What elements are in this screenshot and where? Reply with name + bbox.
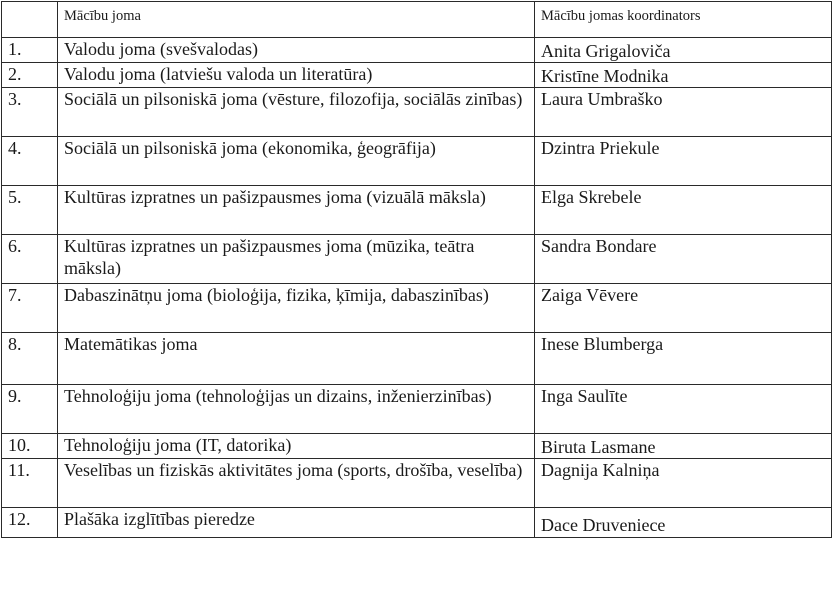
table-row <box>2 38 832 63</box>
row-number: 4. <box>2 137 58 186</box>
table-row <box>2 459 832 508</box>
row-coordinator: Dagnija Kalniņa <box>535 459 832 508</box>
row-coordinator: Dace Druveniece <box>535 508 832 538</box>
coordinators-table <box>1 1 832 538</box>
table-row <box>2 333 832 385</box>
table-row <box>2 385 832 434</box>
row-coordinator: Inga Saulīte <box>535 385 832 434</box>
row-area: Sociālā un pilsoniskā joma (vēsture, filozofija, sociālās zinības) <box>58 88 535 137</box>
table-row <box>2 137 832 186</box>
row-coordinator: Kristīne Modnika <box>535 63 832 88</box>
row-number: 10. <box>2 434 58 459</box>
table-row <box>2 284 832 333</box>
row-coordinator: Dzintra Priekule <box>535 137 832 186</box>
row-number: 7. <box>2 284 58 333</box>
row-area: Tehnoloģiju joma (tehnoloģijas un dizains, inženierzinības) <box>58 385 535 434</box>
row-number: 5. <box>2 186 58 235</box>
row-area: Matemātikas joma <box>58 333 535 385</box>
row-area: Tehnoloģiju joma (IT, datorika) <box>58 434 535 459</box>
row-coordinator: Sandra Bondare <box>535 235 832 284</box>
row-number: 3. <box>2 88 58 137</box>
row-coordinator: Elga Skrebele <box>535 186 832 235</box>
row-area: Kultūras izpratnes un pašizpausmes joma (vizuālā māksla) <box>58 186 535 235</box>
row-number: 12. <box>2 508 58 538</box>
row-area: Plašāka izglītības pieredze <box>58 508 535 538</box>
table-row <box>2 434 832 459</box>
table-row <box>2 508 832 538</box>
header-area: Mācību joma <box>58 2 535 38</box>
row-coordinator: Inese Blumberga <box>535 333 832 385</box>
table-row <box>2 235 832 284</box>
row-area: Valodu joma (svešvalodas) <box>58 38 535 63</box>
row-area: Kultūras izpratnes un pašizpausmes joma (mūzika, teātra māksla) <box>58 235 535 284</box>
row-area: Valodu joma (latviešu valoda un literatūra) <box>58 63 535 88</box>
row-number: 8. <box>2 333 58 385</box>
row-number: 2. <box>2 63 58 88</box>
row-number: 6. <box>2 235 58 284</box>
row-coordinator: Laura Umbraško <box>535 88 832 137</box>
table-row <box>2 88 832 137</box>
row-number: 9. <box>2 385 58 434</box>
row-area: Veselības un fiziskās aktivitātes joma (sports, drošība, veselība) <box>58 459 535 508</box>
row-number: 11. <box>2 459 58 508</box>
table-row <box>2 63 832 88</box>
row-coordinator: Anita Grigaloviča <box>535 38 832 63</box>
header-number <box>2 2 58 38</box>
row-area: Dabaszinātņu joma (bioloģija, fizika, ķīmija, dabaszinības) <box>58 284 535 333</box>
header-coordinator: Mācību jomas koordinators <box>535 2 832 38</box>
row-coordinator: Biruta Lasmane <box>535 434 832 459</box>
row-area: Sociālā un pilsoniskā joma (ekonomika, ģeogrāfija) <box>58 137 535 186</box>
table-header-row <box>2 2 832 38</box>
row-coordinator: Zaiga Vēvere <box>535 284 832 333</box>
table-row <box>2 186 832 235</box>
row-number: 1. <box>2 38 58 63</box>
